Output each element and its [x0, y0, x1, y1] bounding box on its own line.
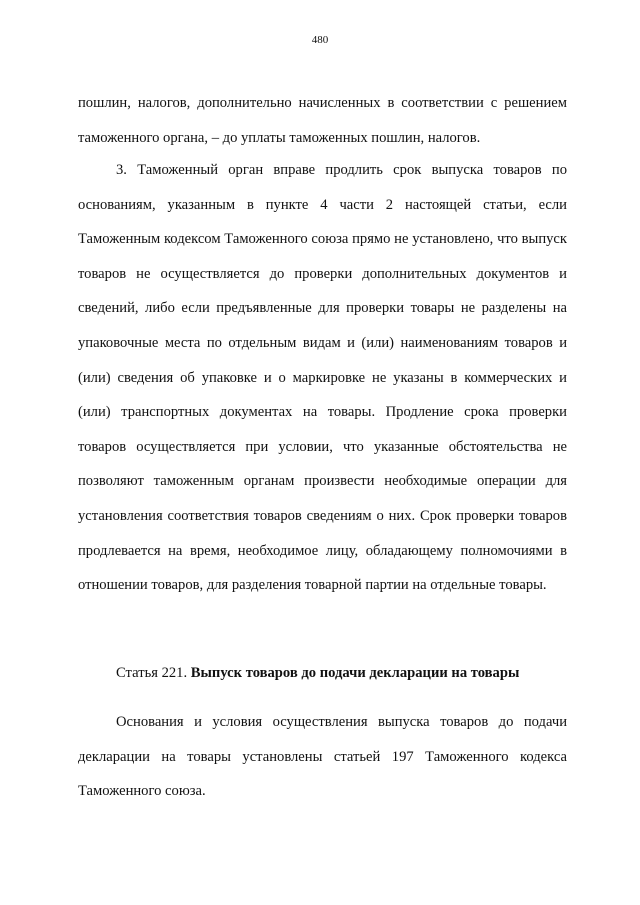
article-heading — [78, 656, 567, 691]
paragraph-3: 3. Таможенный орган вправе продлить срок выпуска товаров по основаниям, указанным в пункте 4 части 2 настоящей статьи, если Таможенным кодексом Таможенного союза прямо не установлено, что выпуск товаров не осуществляется до проверки дополнительных документов и сведений, либо если предъявленные для проверки товары не разделены на упаковочные места по отдельным видам и (или) наименованиям товаров и (или) сведения об упаковке и о маркировке не указаны в коммерческих и (или) транспортных документах на товары. Продление срока проверки товаров осуществляется при условии, что указанные обстоятельства не позволяют таможенным органам произвести необходимые операции для установления соответствия товаров сведениям о них. Срок проверки товаров продлевается на время, необходимое лицу, обладающему полномочиями в отношении товаров, для разделения товарной партии на отдельные товары. — [78, 162, 567, 594]
article-title: Выпуск товаров до подачи декларации на товары — [190, 665, 520, 681]
article-label: Статья 221. — [116, 665, 188, 681]
continuation-paragraph: пошлин, налогов, дополнительно начисленных в соответствии с решением таможенного органа, – до уплаты таможенных пошлин, налогов. — [78, 95, 567, 146]
final-paragraph: Основания и условия осуществления выпуска товаров до подачи декларации на товары установлены статьей 197 Таможенного кодекса Таможенного союза. — [78, 714, 567, 800]
page-number: 480 — [311, 34, 329, 46]
